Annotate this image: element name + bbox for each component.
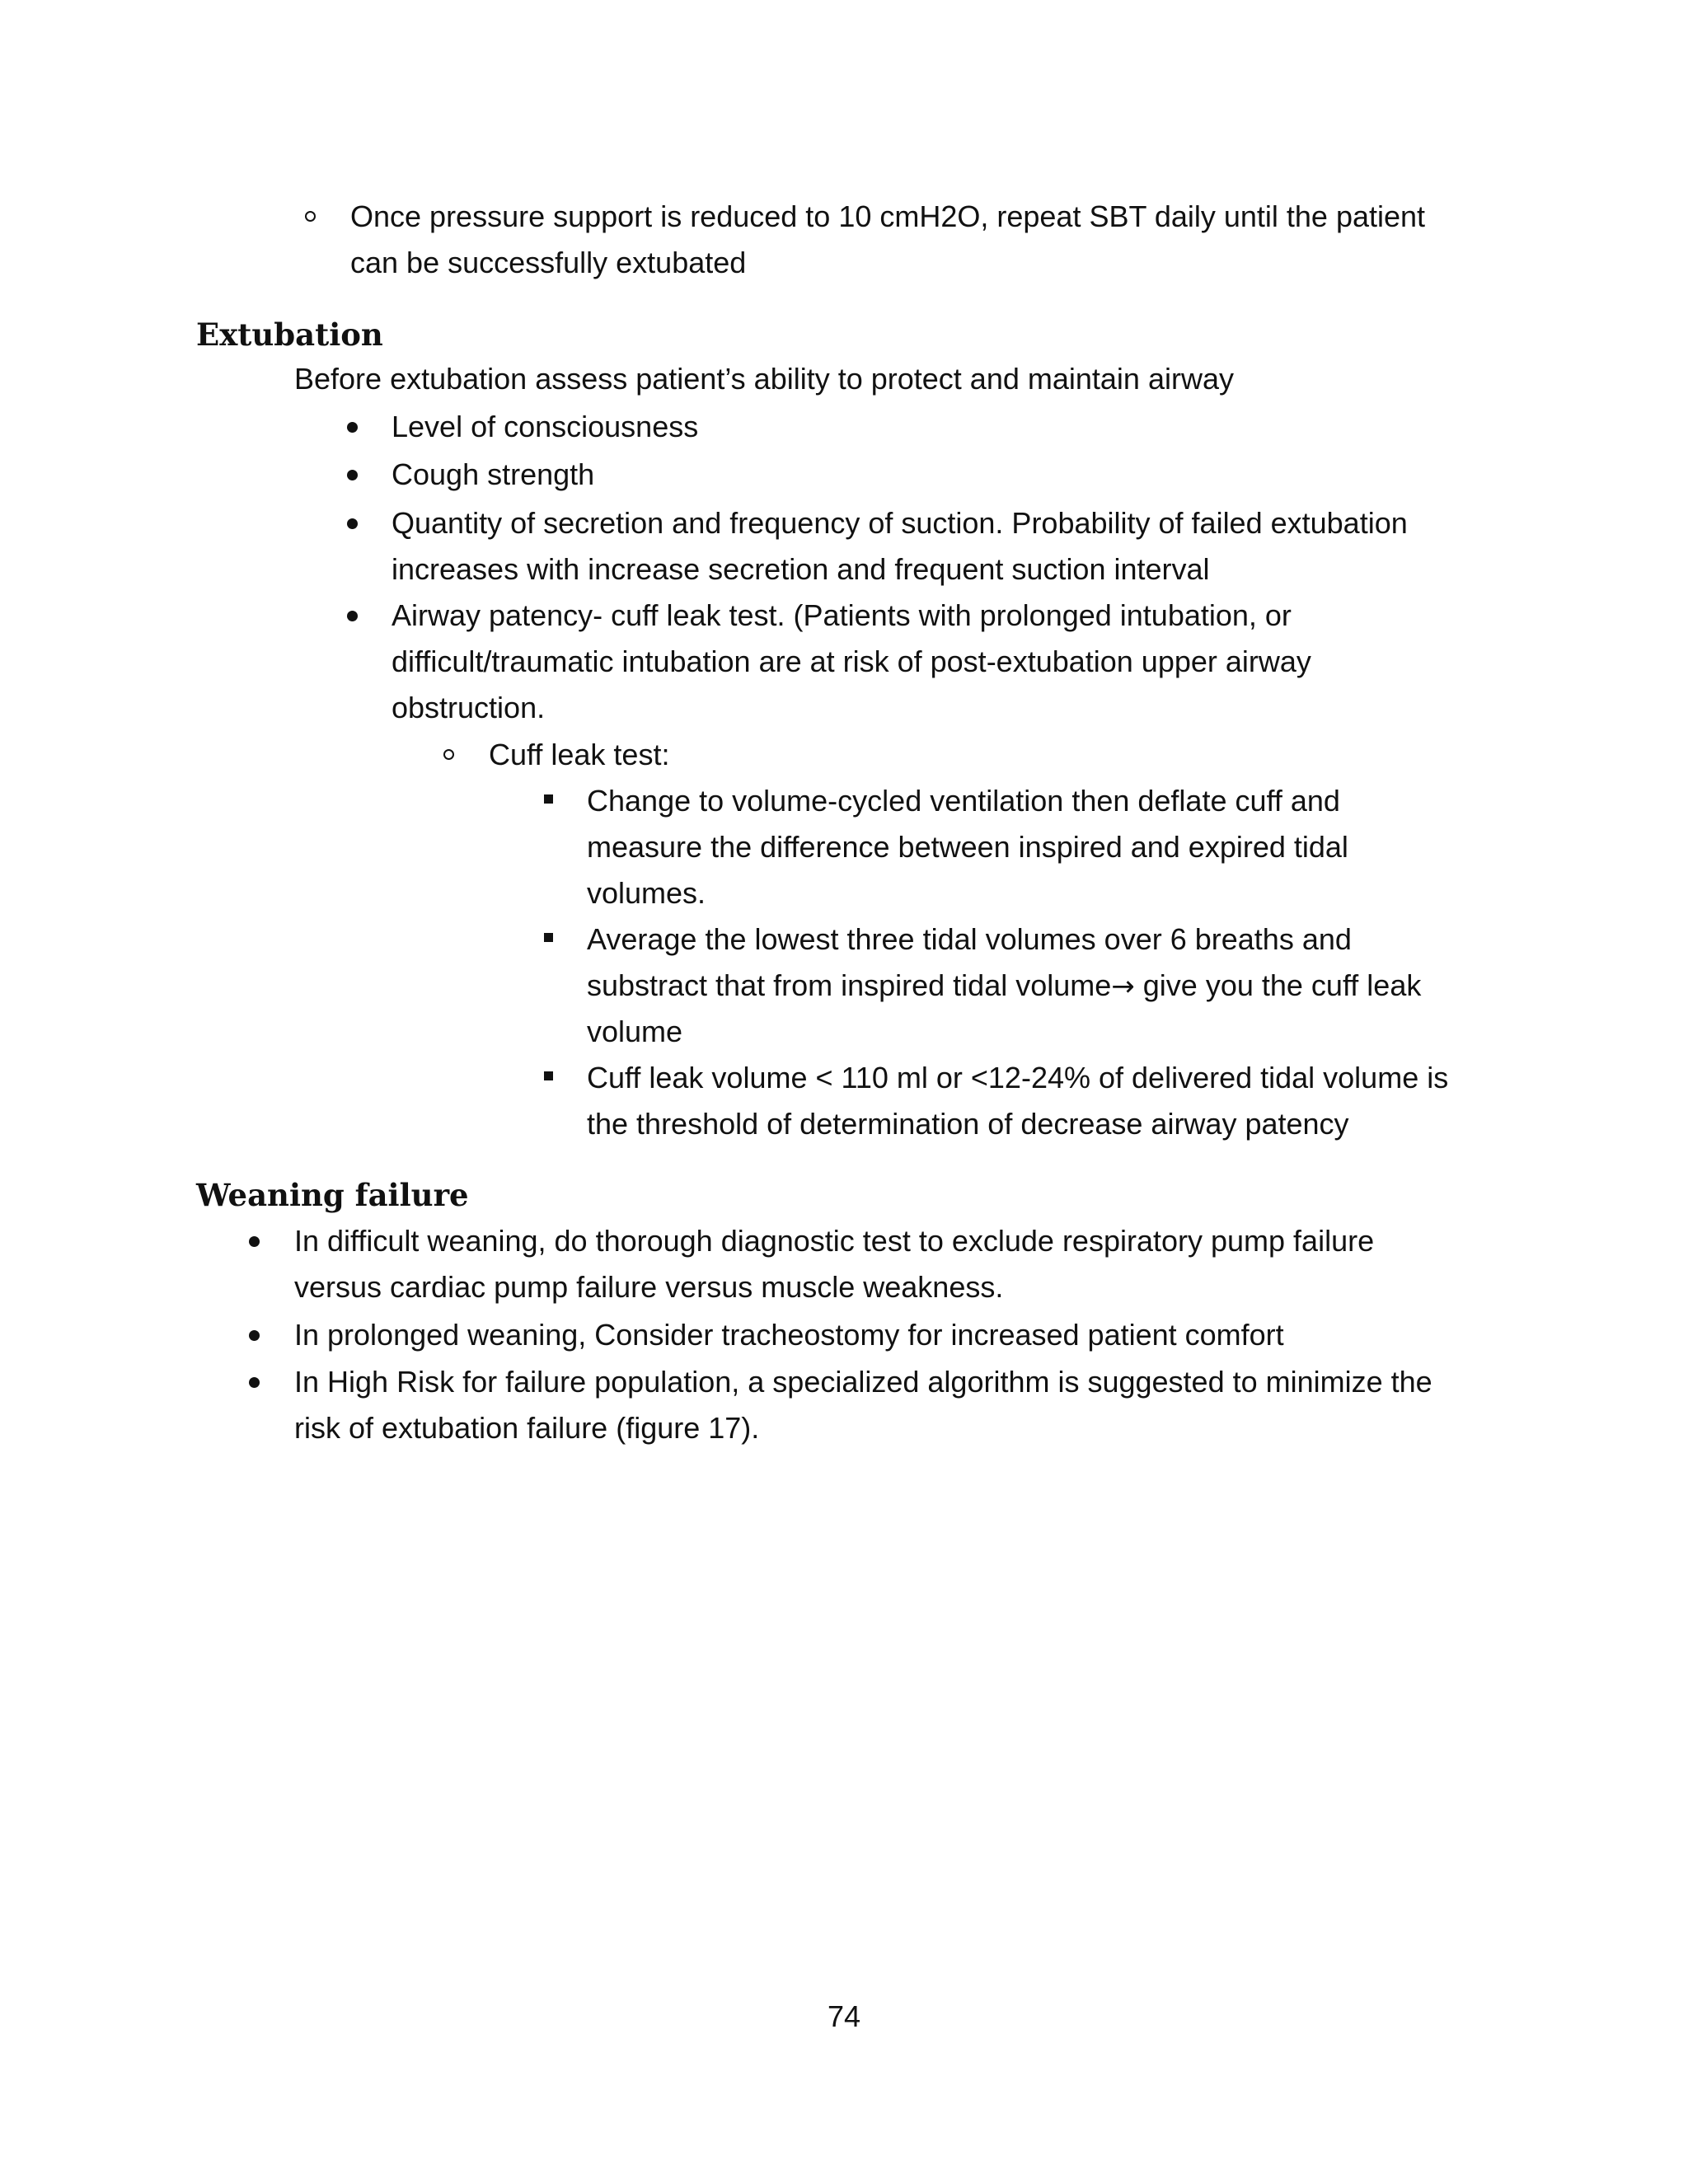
- cuff-leak-step-1-line-3: volumes.: [587, 876, 706, 910]
- extubation-bullet-4-line-2: difficult/traumatic intubation are at risk of post-extubation upper airway: [392, 644, 1311, 678]
- bullet-dot-icon: [249, 1377, 260, 1388]
- square-bullet-icon: [544, 933, 553, 942]
- bullet-dot-icon: [249, 1236, 260, 1247]
- intro-item-line-1: Once pressure support is reduced to 10 cmH2O, repeat SBT daily until the patient: [350, 199, 1426, 233]
- cuff-leak-step-2-line-1: Average the lowest three tidal volumes over 6 breaths and: [587, 922, 1352, 956]
- bullet-dot-icon: [249, 1330, 260, 1341]
- cuff-leak-step-3-line-2: the threshold of determination of decrease airway patency: [587, 1107, 1349, 1141]
- cuff-leak-test-label: Cuff leak test:: [489, 738, 670, 771]
- cuff-leak-step-3-line-1: Cuff leak volume < 110 ml or <12-24% of delivered tidal volume is: [587, 1061, 1449, 1094]
- weaning-failure-heading: Weaning failure: [196, 1177, 469, 1213]
- extubation-bullet-2: Cough strength: [392, 457, 595, 491]
- extubation-bullet-4-line-3: obstruction.: [392, 691, 546, 724]
- bullet-dot-icon: [347, 518, 358, 529]
- weaning-failure-bullet-1-line-1: In difficult weaning, do thorough diagnostic test to exclude respiratory pump failure: [294, 1224, 1375, 1258]
- bullet-dot-icon: [347, 611, 358, 621]
- extubation-heading: Extubation: [196, 316, 383, 353]
- cuff-leak-step-2-line-3: volume: [587, 1015, 683, 1048]
- extubation-intro: Before extubation assess patient’s ability to protect and maintain airway: [294, 362, 1234, 396]
- cuff-leak-step-2-line-2: [587, 963, 1421, 1010]
- extubation-bullet-3-line-2: increases with increase secretion and frequent suction interval: [392, 552, 1210, 586]
- right-arrow-icon: →: [1111, 970, 1135, 1003]
- cuff-leak-step-1-line-1: Change to volume-cycled ventilation then deflate cuff and: [587, 784, 1340, 818]
- extubation-bullet-1: Level of consciousness: [392, 410, 699, 443]
- intro-item-line-2: can be successfully extubated: [350, 246, 747, 279]
- extubation-bullet-4-line-1: Airway patency- cuff leak test. (Patients with prolonged intubation, or: [392, 598, 1292, 632]
- cuff-leak-step-2-text-before-arrow: substract that from inspired tidal volume: [587, 968, 1112, 1002]
- extubation-bullet-3-line-1: Quantity of secretion and frequency of suction. Probability of failed extubation: [392, 506, 1408, 540]
- weaning-failure-bullet-3-line-1: In High Risk for failure population, a specialized algorithm is suggested to minimize the: [294, 1365, 1432, 1399]
- weaning-failure-bullet-3-line-2: risk of extubation failure (figure 17).: [294, 1411, 760, 1445]
- bullet-dot-icon: [347, 470, 358, 480]
- square-bullet-icon: [544, 1071, 553, 1080]
- weaning-failure-bullet-2: In prolonged weaning, Consider tracheostomy for increased patient comfort: [294, 1318, 1284, 1352]
- cuff-leak-step-2-text-after-arrow: give you the cuff leak: [1134, 968, 1422, 1002]
- square-bullet-icon: [544, 794, 553, 804]
- hollow-circle-bullet-icon: [305, 211, 316, 222]
- weaning-failure-bullet-1-line-2: versus cardiac pump failure versus muscle weakness.: [294, 1270, 1004, 1304]
- page-number: 74: [827, 1999, 861, 2033]
- bullet-dot-icon: [347, 422, 358, 433]
- hollow-circle-bullet-icon: [443, 749, 454, 760]
- cuff-leak-step-1-line-2: measure the difference between inspired and expired tidal: [587, 830, 1348, 864]
